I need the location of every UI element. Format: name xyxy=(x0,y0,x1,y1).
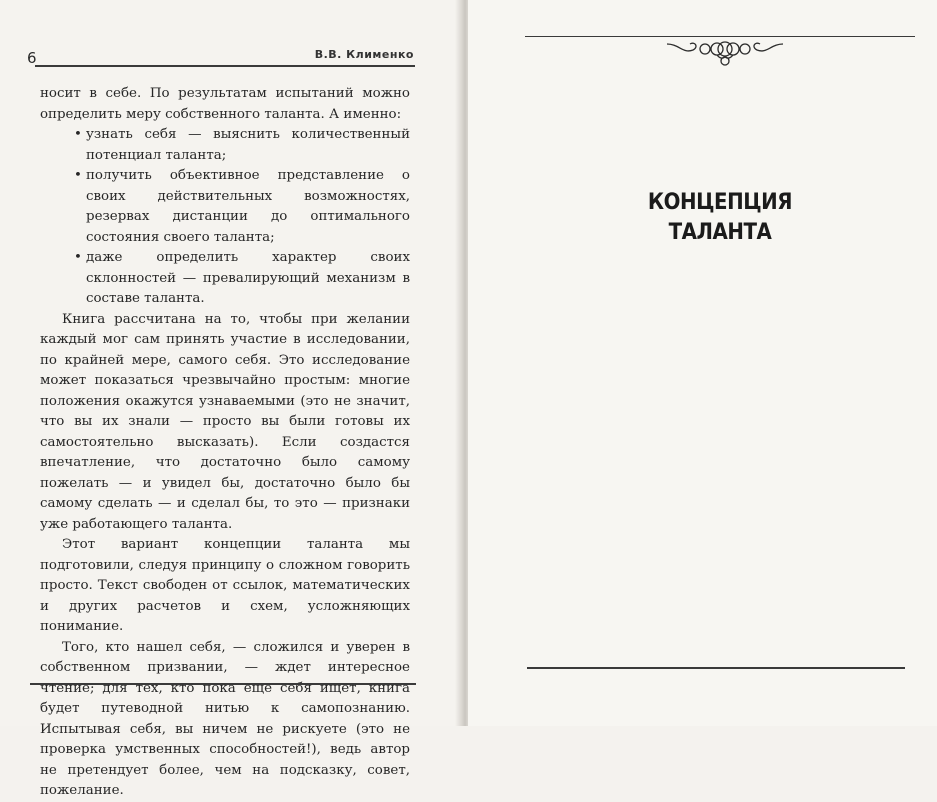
bullet-item: • даже определить характер своих склонностей — превалирующий механизм в составе таланта. xyxy=(86,248,410,310)
body-paragraph: Того, кто нашел себя, — сложился и уверен в собственном призвании, — ждет интересное чтение; для тех, кто пока еще себя ищет, книга будет путеводной нитью к самопознанию. Испытывая себя, вы ничем не рискуете (это не проверка умственных способностей!), ведь автор не претендует более, чем на подсказку, совет, пожелание. xyxy=(40,639,410,798)
body-paragraph: Этот вариант концепции таланта мы подготовили, следуя принципу о сложном говорить просто. Текст свободен от ссылок, математических и других расчетов и схем, усложняющих понимание. xyxy=(40,537,410,634)
footer-rule xyxy=(527,667,905,669)
bullet-item: • узнать себя — выяснить количественный потенциал таланта; xyxy=(86,125,410,166)
body-paragraph: Книга рассчитана на то, чтобы при желании каждый мог сам принять участие в исследовании, по крайней мере, самого себя. Это исследование может показаться чрезвычайно простым: многие положения окажутся узнаваемыми (это не значит, что вы их знали — просто вы были готовы их самостоятельно высказать). Если создастся впечатление, что достаточно было самому пожелать — и увидел бы, достаточно было бы самому сделать — и сделал бы, то это — признаки уже работающего таланта. xyxy=(40,311,410,532)
footer-rule xyxy=(30,683,416,685)
chapter-ornament-header xyxy=(525,36,915,66)
running-head-author: В.В. Клименко xyxy=(314,48,414,61)
body-text xyxy=(40,84,410,802)
chapter-title xyxy=(603,188,837,248)
intro-paragraph: носит в себе. По результатам испытаний можно определить меру собственного таланта. А именно: xyxy=(40,86,410,122)
bullet-item: • получить объективное представление о своих действительных возможностях, резервах дистанции до оптимального состояния своего таланта; xyxy=(86,166,410,248)
ornament-rule xyxy=(525,36,915,37)
header-rule xyxy=(35,65,415,67)
flourish-ornament-icon xyxy=(665,38,785,68)
chapter-title-line: ТАЛАНТА xyxy=(668,220,772,245)
chapter-title-line: КОНЦЕПЦИЯ xyxy=(647,190,793,215)
page-number: 6 xyxy=(27,49,37,67)
left-page xyxy=(0,0,462,798)
right-page xyxy=(468,0,937,726)
bullet-list xyxy=(40,125,410,310)
